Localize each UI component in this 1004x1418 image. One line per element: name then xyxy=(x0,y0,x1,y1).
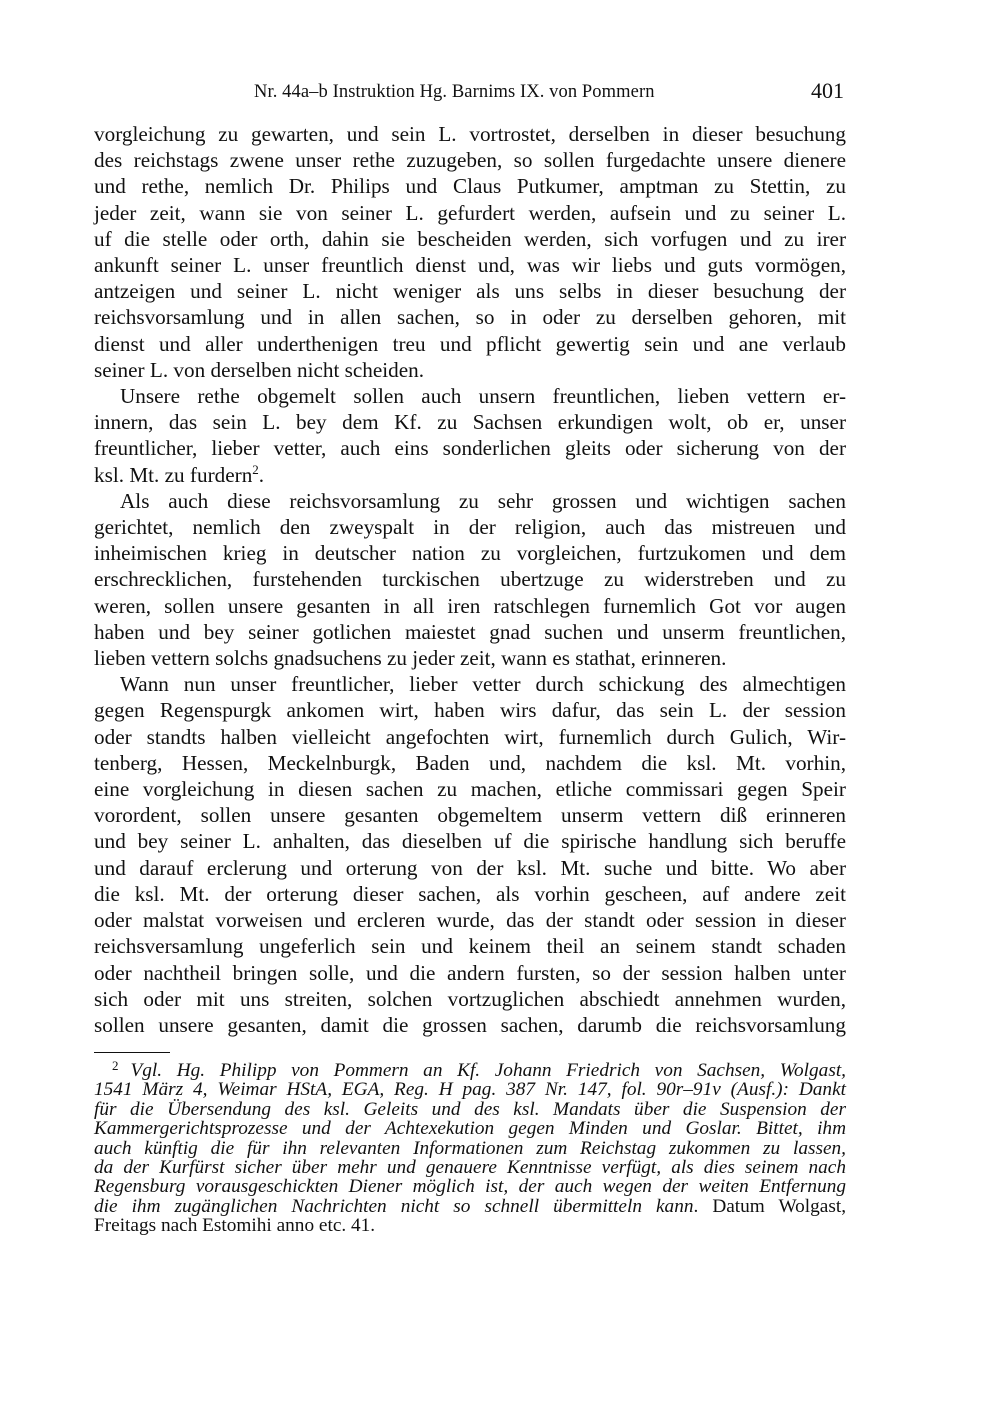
footnote-line: Kammergerichtsprozesse und der Achtexekution gegen Minden und Goslar. Bittet, ihm xyxy=(94,1118,846,1140)
footnote-line xyxy=(94,1056,846,1080)
text-line: reichsversamlung ungeferlich sein und keinem theil an seinem standt schaden xyxy=(94,934,846,959)
text-fragment: . xyxy=(258,462,265,487)
text-line: haben und bey seiner gotlichen maiestet gnad suchen und unserm freuntlichen, xyxy=(94,619,846,644)
text-line: sollen unsere gesanten, damit die grossen sachen, darumb die reichsvorsamlung xyxy=(94,1012,846,1037)
text-line: weren, sollen unsere gesanten in all iren ratschlegen furnemlich Got vor augen xyxy=(94,593,846,618)
text-line: uf die stelle oder orth, dahin sie bescheiden werden, sich vorfugen und zu irer xyxy=(94,226,846,251)
footnote-line: auch künftig die für ihn relevanten Informationen zum Reichstag zukommen zu lassen, xyxy=(94,1137,846,1159)
footnote-line: für die Übersendung des ksl. Geleits und des ksl. Mandats über die Suspension der xyxy=(94,1098,846,1120)
footnote-text: die ihm zugänglichen Nachrichten nicht so schnell übermitteln kann xyxy=(94,1195,694,1217)
text-line: seiner L. von derselben nicht scheiden. xyxy=(94,357,425,382)
text-line: sich oder mit uns streiten, solchen vortzuglichen abschiedt annehmen wurden, xyxy=(94,986,846,1011)
running-head: Nr. 44a–b Instruktion Hg. Barnims IX. von Pommern xyxy=(254,82,655,102)
text-line: freuntlicher, lieber vetter, auch eins sonderlichen gleits oder sicherung von der xyxy=(94,436,846,461)
footnote-line: Regensburg vorausgeschickten Diener möglich ist, der auch wegen der weiten Entfernung xyxy=(94,1176,846,1198)
text-line: des reichstags zwene unser rethe zuzugeben, so sollen furgedachte unsere dienere xyxy=(94,148,846,173)
text-line: Wann nun unser freuntlicher, lieber vetter durch schickung des almechtigen xyxy=(120,672,846,697)
text-line: dienst und aller underthenigen treu und pflicht gewertig sein und ane verlaub xyxy=(94,331,846,356)
text-line: tenberg, Hessen, Meckelnburgk, Baden und, nachdem die ksl. Mt. vorhin, xyxy=(94,750,846,775)
footnote-line: da der Kurfürst sicher über mehr und genauere Kenntnisse verfügt, als dies seinem nach xyxy=(94,1157,846,1179)
text-line: und darauf erclerung und orterung von der ksl. Mt. suche und bitte. Wo aber xyxy=(94,855,846,880)
text-line: Als auch diese reichsvorsamlung zu sehr grossen und wichtigen sachen xyxy=(120,488,846,513)
text-line: gegen Regenspurgk ankomen wirt, haben wirs dafur, das sein L. der session xyxy=(94,698,846,723)
text-line: gerichtet, nemlich den zweyspalt in der religion, auch das mistreuen und xyxy=(94,515,846,540)
footnote-line: Freitags nach Estomihi anno etc. 41. xyxy=(94,1215,376,1237)
main-text xyxy=(94,121,846,1038)
text-line: jeder zeit, wann sie von seiner L. gefurdert werden, aufsein und zu seiner L. xyxy=(94,200,846,225)
text-line: lieben vettern solchs gnadsuchens zu jeder zeit, wann es stathat, erinneren. xyxy=(94,646,727,671)
footnote-divider xyxy=(94,1052,170,1053)
footnote-number: 2 xyxy=(112,1058,119,1073)
text-line: oder standts halben vielleicht angefochten wirt, furnemlich durch Gulich, Wir- xyxy=(94,724,846,749)
text-line: erschrecklichen, furstehenden turckischen ubertzuge zu widerstreben und zu xyxy=(94,567,846,592)
paragraph-2 xyxy=(94,383,846,488)
page-number: 401 xyxy=(811,78,844,103)
text-fragment: ksl. Mt. zu furdern xyxy=(94,462,253,487)
paragraph-3 xyxy=(94,488,846,671)
text-line: und bey seiner L. anhalten, das dieselben uf die spirische handlung sich beruffe xyxy=(94,829,846,854)
text-line: Unsere rethe obgemelt sollen auch unsern freuntlichen, lieben vettern er- xyxy=(120,384,846,409)
text-line: und rethe, nemlich Dr. Philips und Claus Putkumer, amptman zu Stettin, zu xyxy=(94,174,846,199)
footnote-2 xyxy=(94,1056,846,1236)
text-line: vorgleichung zu gewarten, und sein L. vortrostet, derselben in dieser besuchung xyxy=(94,122,846,146)
text-line: oder malstat vorweisen und ercleren wurde, das der standt oder session in dieser xyxy=(94,908,846,933)
footnote-text: . Datum Wolgast, xyxy=(693,1195,847,1217)
footnote-line: 1541 März 4, Weimar HStA, EGA, Reg. H pag. 387 Nr. 147, fol. 90r–91v (Ausf.): Dankt xyxy=(94,1079,846,1101)
footnote-reference[interactable]: 2 xyxy=(252,461,259,477)
paragraph-4 xyxy=(94,671,846,1038)
text-line: innern, das sein L. bey dem Kf. zu Sachsen erkundigen wolt, ob er, unser xyxy=(94,410,846,435)
text-line: eine vorgleichung in diesen sachen zu machen, etliche commissari gegen Speir xyxy=(94,777,846,802)
text-line: die ksl. Mt. der orterung dieser sachen, als vorhin gescheen, auf andere zeit xyxy=(94,881,846,906)
footnote-text: Vgl. Hg. Philipp von Pommern an Kf. Johann Friedrich von Sachsen, Wolgast, xyxy=(130,1060,846,1081)
paragraph-1 xyxy=(94,121,846,383)
text-line: reichsvorsamlung und in allen sachen, so in oder zu derselben gehoren, mit xyxy=(94,305,846,330)
text-line xyxy=(94,462,846,488)
page-header xyxy=(94,80,846,108)
text-line: antzeigen und seiner L. nicht weniger als uns selbs in dieser besuchung der xyxy=(94,279,846,304)
text-line: inheimischen krieg in deutscher nation zu vorgleichen, furtzukomen und dem xyxy=(94,541,846,566)
text-line: oder nachtheil bringen solle, und die andern fursten, so der session halben unter xyxy=(94,960,846,985)
footnote-line xyxy=(94,1197,846,1216)
text-line: ankunft seiner L. unser freuntlich dienst und, was wir liebs und guts vormögen, xyxy=(94,253,846,278)
text-line: vorordent, sollen unsere gesanten obgemeltem unserm vettern diß erinneren xyxy=(94,803,846,828)
